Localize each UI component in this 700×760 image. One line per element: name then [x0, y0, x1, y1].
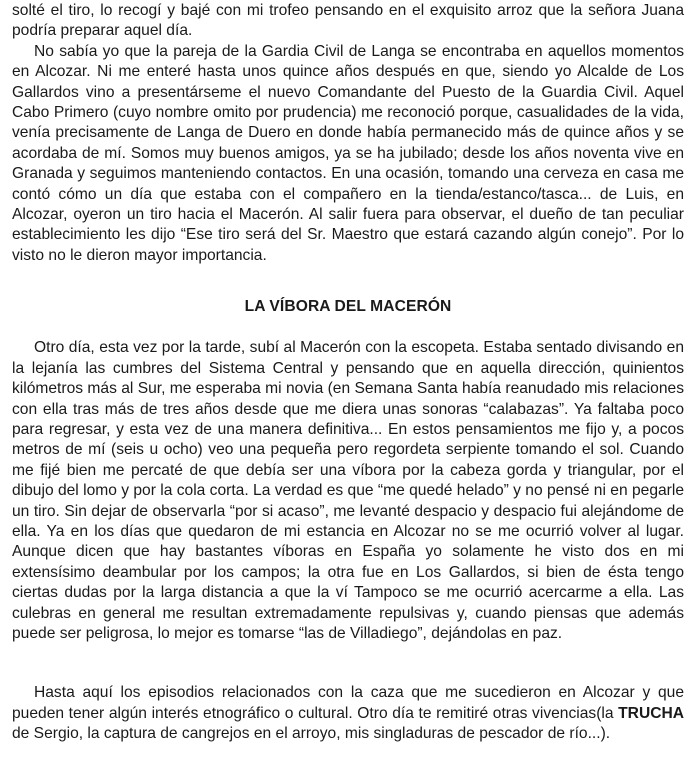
paragraph-conclusion [12, 683, 684, 744]
spacer [12, 644, 684, 683]
conclusion-text-end: de Sergio, la captura de cangrejos en el arroyo, mis singladuras de pescador de río...). [12, 725, 611, 743]
section-heading: LA VÍBORA DEL MACERÓN [244, 298, 452, 316]
paragraph-arroz: solté el tiro, lo recogí y bajé con mi trofeo pensando en el exquisito arroz que la señora Juana podría preparar aquel día. [12, 2, 684, 40]
paragraph-vibora: Otro día, esta vez por la tarde, subí al Macerón con la escopeta. Estaba sentado divisando en la lejanía las cumbres del Sistema Central y pensando que en aquella dirección, quinientos kilómetros más al Sur, me esperaba mi novia (en Semana Santa había reanudado mis relaciones con ella tras más de tres años desde que me diera unas sonoras “calabazas”. Ya faltaba poco para regresar, y esta vez de una manera definitiva... En estos pensamientos me fijo y, a pocos metros de mí (seis u ocho) veo una pequeña pero regordeta serpiente tomando el sol. Cuando me fijé bien me percaté de que debía ser una víbora por la cabeza gorda y triangular, por el dibujo del lomo y por la cola corta. La verdad es que “me quedé helado” y no pensé ni en pegarle un tiro. Sin dejar de observarla “por si acaso”, me levanté despacio y despacio fui alejándome de ella. Ya en los días que quedaron de mi estancia en Alcozar no se me ocurrió volver al lugar. Aunque dicen que hay bastantes víboras en España yo solamente he visto dos en mi extensísimo deambular por los campos; la otra fue en Los Gallardos, si bien de ésta tengo ciertas dudas por la larga distancia a que la ví Tampoco se me ocurrió acercarme a ella. Las culebras en general me resultan extremadamente repulsivas y, cuando piensas que además puede ser peligrosa, lo mejor es tomarse “las de Villadiego”, dejándolas en paz. [12, 339, 684, 642]
spacer [12, 317, 684, 338]
conclusion-text-start: Hasta aquí los episodios relacionados con la caza que me sucedieron en Alcozar y que pueden tener algún interés etnográfico o cultural. Otro día te remitiré otras vivencias(la [12, 684, 684, 722]
spacer [12, 266, 684, 297]
trucha-bold-text: TRUCHA [618, 704, 684, 722]
paragraph-guardia-civil: No sabía yo que la pareja de la Gardia Civil de Langa se encontraba en aquellos momentos en Alcozar. Ni me enteré hasta unos quince años después en que, siendo yo Alcalde de Los Gallardos vino a presentárseme el nuevo Comandante del Puesto de la Guardia Civil. Aquel Cabo Primero (cuyo nombre omito por prudencia) me reconoció porque, casualidades de la vida, venía precisamente de Langa de Duero en donde había permanecido más de quince años y se acordaba de mí. Somos muy buenos amigos, ya se ha jubilado; desde los años noventa vive en Granada y seguimos manteniendo contactos. En una ocasión, tomando una cerveza en casa me contó cómo un día que estaba con el compañero en la tienda/estanco/tasca... de Luis, en Alcozar, oyeron un tiro hacia el Macerón. Al salir fuera para observar, el dueño de tan peculiar establecimiento les dijo “Ese tiro será del Sr. Maestro que estará cazando algún conejo”. Por lo visto no le dieron mayor importancia. [12, 42, 684, 264]
